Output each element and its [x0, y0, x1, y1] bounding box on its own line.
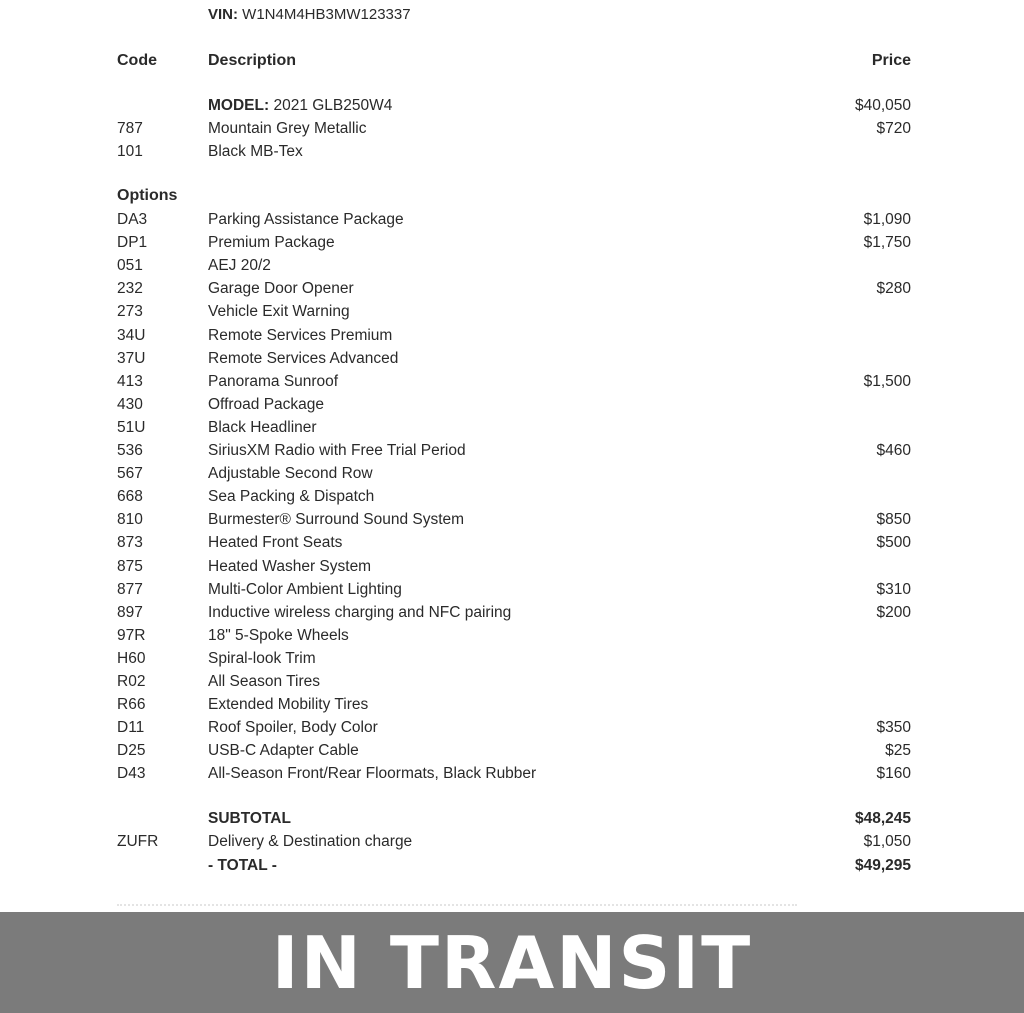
- option-code: 232: [117, 280, 143, 298]
- option-code: 051: [117, 257, 143, 275]
- option-row: [0, 303, 1024, 325]
- status-banner: [0, 912, 1024, 1013]
- option-description: Multi-Color Ambient Lighting: [208, 580, 402, 598]
- option-row: [0, 719, 1024, 741]
- option-description: Remote Services Premium: [208, 326, 393, 344]
- option-description: Offroad Package: [208, 395, 325, 413]
- option-price: $350: [876, 719, 911, 737]
- option-price: $1,090: [863, 211, 911, 228]
- model-label: MODEL:: [208, 97, 270, 114]
- model-value: 2021 GLB250W4: [273, 97, 393, 114]
- option-description: Extended Mobility Tires: [208, 696, 369, 714]
- header-price: Price: [871, 52, 911, 69]
- option-code: H60: [117, 649, 146, 667]
- total-label: - TOTAL -: [208, 857, 277, 874]
- option-price: $1,500: [863, 372, 911, 390]
- option-code: DA3: [117, 211, 148, 228]
- option-code: R66: [117, 696, 146, 714]
- option-description: All Season Tires: [208, 673, 320, 690]
- row-code: 101: [117, 143, 143, 160]
- table-row: [0, 120, 1024, 142]
- option-code: 877: [117, 580, 143, 598]
- options-heading: Options: [117, 187, 178, 204]
- option-description: SiriusXM Radio with Free Trial Period: [208, 442, 466, 459]
- table-row: [0, 143, 1024, 165]
- option-code: 897: [117, 603, 143, 621]
- option-description: Roof Spoiler, Body Color: [208, 719, 378, 737]
- model-price: $40,050: [854, 97, 911, 114]
- option-price: $25: [885, 742, 911, 760]
- option-row: [0, 650, 1024, 672]
- option-row: [0, 442, 1024, 464]
- option-description: Heated Washer System: [208, 557, 372, 575]
- status-banner-text: IN TRANSIT: [271, 920, 753, 1005]
- option-code: 567: [117, 465, 143, 483]
- option-description: Remote Services Advanced: [208, 349, 399, 367]
- option-price: $160: [876, 765, 911, 783]
- option-description: USB-C Adapter Cable: [208, 742, 359, 760]
- option-row: [0, 465, 1024, 487]
- option-code: 273: [117, 303, 143, 321]
- option-row: [0, 558, 1024, 580]
- option-price: $460: [876, 442, 911, 459]
- option-row: [0, 581, 1024, 603]
- faded-footer-line: [117, 904, 797, 910]
- subtotal-row: [0, 810, 1024, 832]
- option-row: [0, 257, 1024, 279]
- option-code: 536: [117, 442, 143, 459]
- option-code: D11: [117, 719, 145, 737]
- model-row: [0, 97, 1024, 119]
- delivery-description: Delivery & Destination charge: [208, 833, 413, 850]
- option-code: D43: [117, 765, 146, 783]
- vin-label: VIN:: [208, 6, 238, 23]
- option-row: [0, 627, 1024, 649]
- option-description: AEJ 20/2: [208, 257, 271, 275]
- option-description: Parking Assistance Package: [208, 211, 404, 228]
- option-price: $850: [876, 511, 911, 529]
- option-description: Inductive wireless charging and NFC pairing: [208, 603, 512, 621]
- option-description: Spiral-look Trim: [208, 649, 316, 667]
- subtotal-label: SUBTOTAL: [208, 810, 291, 827]
- option-row: [0, 373, 1024, 395]
- option-row: [0, 696, 1024, 718]
- option-description: Adjustable Second Row: [208, 465, 373, 483]
- option-row: [0, 488, 1024, 510]
- option-code: 873: [117, 534, 143, 552]
- option-code: 810: [117, 511, 143, 529]
- option-description: Garage Door Opener: [208, 280, 354, 298]
- option-description: Panorama Sunroof: [208, 372, 339, 390]
- row-description: Black MB-Tex: [208, 143, 303, 160]
- option-row: [0, 280, 1024, 302]
- option-description: Premium Package: [208, 234, 335, 252]
- option-code: 430: [117, 395, 143, 413]
- vin-value: W1N4M4HB3MW123337: [242, 6, 411, 23]
- option-description: Vehicle Exit Warning: [208, 303, 350, 321]
- option-row: [0, 742, 1024, 764]
- option-code: 875: [117, 557, 143, 575]
- option-row: [0, 350, 1024, 372]
- total-price: $49,295: [854, 857, 911, 874]
- option-code: 97R: [117, 626, 146, 644]
- option-row: [0, 327, 1024, 349]
- header-code: Code: [117, 52, 157, 69]
- option-description: All-Season Front/Rear Floormats, Black Rubber: [208, 765, 537, 783]
- option-price: $500: [876, 534, 911, 552]
- option-row: [0, 234, 1024, 256]
- option-description: 18" 5-Spoke Wheels: [208, 626, 349, 644]
- option-code: 413: [117, 372, 143, 390]
- option-description: Sea Packing & Dispatch: [208, 488, 375, 506]
- option-row: [0, 765, 1024, 787]
- option-code: R02: [117, 673, 146, 690]
- option-description: Heated Front Seats: [208, 534, 343, 552]
- option-row: [0, 534, 1024, 556]
- subtotal-price: $48,245: [854, 810, 911, 827]
- option-row: [0, 396, 1024, 418]
- total-row: [0, 857, 1024, 879]
- option-row: [0, 419, 1024, 441]
- option-price: $1,750: [863, 234, 911, 252]
- option-code: 668: [117, 488, 143, 506]
- option-code: 34U: [117, 326, 146, 344]
- row-price: $720: [876, 120, 911, 137]
- option-row: [0, 511, 1024, 533]
- delivery-row: [0, 833, 1024, 855]
- option-code: DP1: [117, 234, 148, 252]
- model-description: [208, 97, 392, 115]
- vin-line: [208, 6, 411, 23]
- option-row: [0, 604, 1024, 626]
- option-description: Burmester® Surround Sound System: [208, 511, 465, 529]
- option-code: 37U: [117, 349, 146, 367]
- delivery-price: $1,050: [863, 833, 911, 850]
- option-row: [0, 211, 1024, 233]
- delivery-code: ZUFR: [117, 833, 159, 850]
- row-code: 787: [117, 120, 143, 137]
- row-description: Mountain Grey Metallic: [208, 120, 367, 137]
- option-code: 51U: [117, 418, 146, 436]
- option-price: $310: [876, 580, 911, 598]
- option-price: $280: [876, 280, 911, 298]
- header-description: Description: [208, 52, 297, 69]
- option-description: Black Headliner: [208, 418, 317, 436]
- option-code: D25: [117, 742, 146, 760]
- option-price: $200: [876, 603, 911, 621]
- option-row: [0, 673, 1024, 695]
